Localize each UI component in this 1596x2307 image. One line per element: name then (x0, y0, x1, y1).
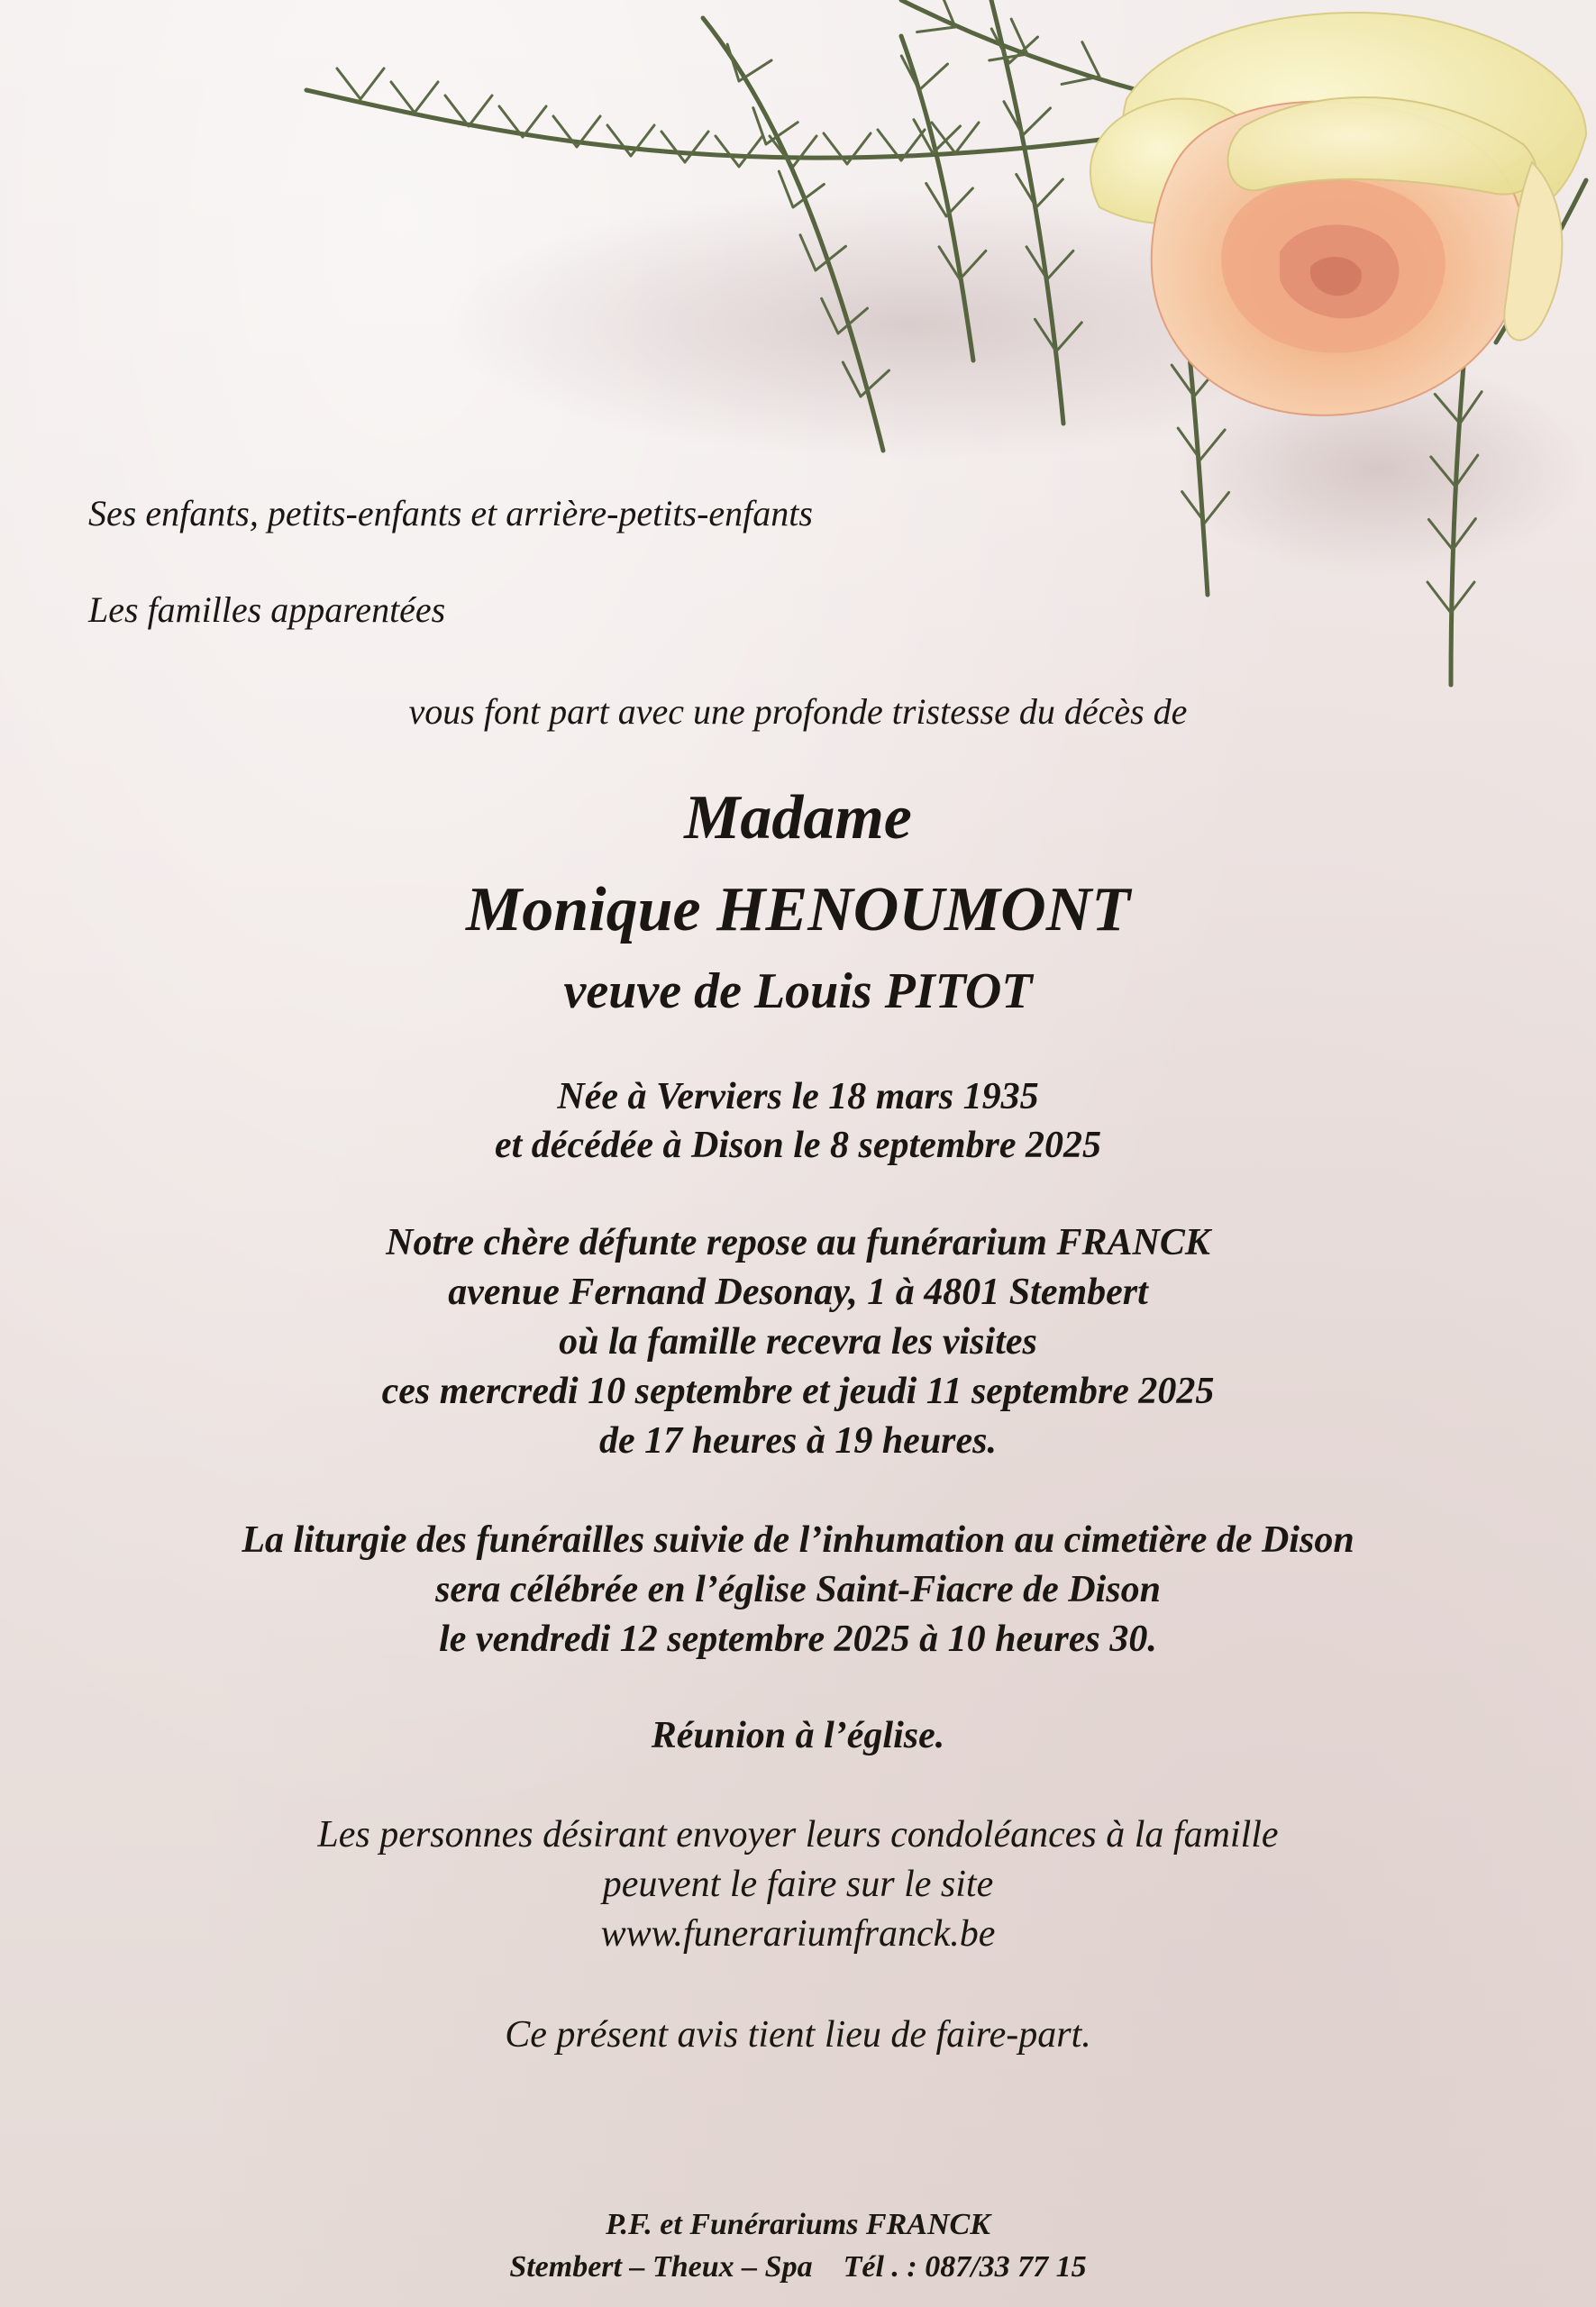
announcement-line: vous font part avec une profonde tristesse du décès de (408, 691, 1188, 732)
deceased-spouse: veuve de Louis PITOT (563, 963, 1033, 1019)
funeral-line-2: sera célébrée en l’église Saint-Fiacre de Dison (435, 1569, 1161, 1610)
visitation-line-3: où la famille recevra les visites (559, 1321, 1037, 1363)
visitation-line-5: de 17 heures à 19 heures. (598, 1420, 998, 1462)
meeting-line: Réunion à l’église. (651, 1715, 945, 1756)
opening-line-children: Ses enfants, petits-enfants et arrière-petits-enfants (88, 493, 813, 533)
footer-company: P.F. et Funérariums FRANCK (606, 2208, 990, 2241)
death-line: et décédée à Dison le 8 septembre 2025 (495, 1125, 1101, 1166)
footer-locations: Stembert – Theux – Spa (509, 2250, 813, 2284)
visitation-line-2: avenue Fernand Desonay, 1 à 4801 Stembert (448, 1272, 1148, 1313)
birth-line: Née à Verviers le 18 mars 1935 (557, 1076, 1039, 1117)
condolences-website-link[interactable]: www.funerariumfranck.be (600, 1913, 996, 1955)
visitation-line-1: Notre chère défunte repose au funérarium FRANCK (386, 1222, 1210, 1263)
deceased-title: Madame (684, 783, 912, 853)
condolences-line-1: Les personnes désirant envoyer leurs condoléances à la famille (317, 1814, 1279, 1856)
funeral-line-3: le vendredi 12 septembre 2025 à 10 heures 30. (439, 1619, 1157, 1660)
notice-line: Ce présent avis tient lieu de faire-part. (505, 2014, 1091, 2056)
condolences-line-2: peuvent le faire sur le site (602, 1864, 994, 1905)
opening-line-families: Les familles apparentées (88, 589, 446, 630)
footer-phone: Tél . : 087/33 77 15 (843, 2250, 1087, 2284)
visitation-line-4: ces mercredi 10 septembre et jeudi 11 septembre 2025 (381, 1371, 1215, 1412)
funeral-line-1: La liturgie des funérailles suivie de l’inhumation au cimetière de Dison (242, 1519, 1354, 1561)
deceased-name: Monique HENOUMONT (465, 875, 1131, 944)
footer-contact (0, 2252, 1596, 2283)
